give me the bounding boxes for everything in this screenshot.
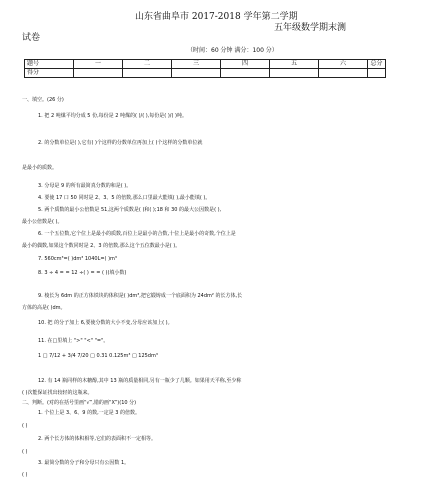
score-cell: 题号 bbox=[25, 60, 74, 69]
question-2a: 2. 的分数单位是( ),它有( )个这样的分数单位再加上( )个这样的分数单位就 bbox=[38, 140, 203, 146]
judge-question-2: 2. 两个长方体的体积相等,它们的表面积不一定相等。 bbox=[38, 436, 156, 442]
section2-heading: 二、判断。(对的在括号里画“√”,错的画“X”)(10 分) bbox=[22, 400, 137, 406]
score-input-cell[interactable] bbox=[319, 69, 368, 78]
question-9a: 9. 棱长为 6dm 的正方体铁块的体积是( )dm³,把它锻铸成一个底面积为 24dm² 的长方体,长 bbox=[38, 293, 243, 299]
score-input-cell[interactable] bbox=[221, 69, 270, 78]
judge-answer-paren[interactable]: ( ) bbox=[22, 472, 28, 478]
score-cell: 四 bbox=[221, 60, 270, 69]
question-6a: 6. 一个五位数,它个位上是最小的质数,百位上是最小的合数,十位上是最小的奇数,个位上是 bbox=[38, 231, 236, 237]
score-input-cell[interactable] bbox=[270, 69, 319, 78]
score-cell: 二 bbox=[123, 60, 172, 69]
score-cell: 得分 bbox=[25, 69, 74, 78]
score-cell: 总分 bbox=[368, 60, 386, 69]
score-cell: 六 bbox=[319, 60, 368, 69]
exam-info: （时间：60 分钟 满分：100 分） bbox=[187, 47, 278, 54]
exam-title-line1: 山东省曲阜市 2017-2018 学年第二学期 bbox=[135, 12, 298, 22]
judge-question-3: 3. 最简分数的分子和分母只有公因数 1。 bbox=[38, 460, 130, 466]
question-5a: 5. 两个质数的最小公倍数是 51,这两个质数是( )和( );18 和 30 的最大公因数是( ), bbox=[38, 207, 222, 213]
score-input-cell[interactable] bbox=[368, 69, 386, 78]
score-table-header-row bbox=[25, 60, 386, 69]
question-11-items: 1 □ 7/12 + 3/4 7/20 □ 0.31 0.125m³ □ 125dm³ bbox=[38, 353, 158, 359]
score-input-cell[interactable] bbox=[74, 69, 123, 78]
score-input-cell[interactable] bbox=[123, 69, 172, 78]
score-table bbox=[24, 59, 386, 78]
section1-heading: 一、填空。(26 分) bbox=[22, 97, 64, 103]
question-1: 1. 把 2 吨煤平均分成 5 份,每份是 2 吨煤的( )/( ),每份是( )/( )吨。 bbox=[38, 113, 187, 119]
question-3: 3. 分母是 9 的所有最简真分数的和是( )。 bbox=[38, 183, 132, 189]
exam-title-line2: 五年级数学期末测 bbox=[274, 23, 347, 33]
question-7: 7. 560cm³=( )dm³ 1040L=( )m³ bbox=[38, 256, 117, 262]
judge-question-1: 1. 个位上是 3、6、9 的数,一定是 3 的倍数。 bbox=[38, 410, 141, 416]
question-4: 4. 要使 17 口 50 同时是 2、3、5 的倍数,那么口里最大能填( ),最小能填( )。 bbox=[38, 195, 211, 201]
score-cell: 三 bbox=[172, 60, 221, 69]
question-5b: 最小公倍数是( )。 bbox=[22, 219, 63, 225]
exam-title-line3: 试卷 bbox=[22, 33, 41, 43]
judge-answer-paren[interactable]: ( ) bbox=[22, 423, 28, 429]
question-12a: 12. 有 14 瓶同样的木糖醇,其中 13 瓶的质量相同,另有一瓶少了几颗。如果用天平称,至少称 bbox=[38, 378, 242, 384]
question-11-head: 11. 在□里填上 ">" "<" "="。 bbox=[38, 338, 109, 344]
question-8: 8. 3 ÷ 4 = = 12 ÷( ) = = ( )(填小数) bbox=[38, 270, 127, 276]
judge-answer-paren[interactable]: ( ) bbox=[22, 449, 28, 455]
score-table-score-row bbox=[25, 69, 386, 78]
question-2b: 是最小的质数。 bbox=[22, 165, 58, 171]
question-9b: 方体的高是( )dm。 bbox=[22, 305, 66, 311]
question-10: 10. 把 的分子加上 6,要使分数的大小不变,分母应该加上( )。 bbox=[38, 320, 173, 326]
score-cell: 五 bbox=[270, 60, 319, 69]
question-6b: 最小的偶数,如果这个数同时是 2、3 的倍数,那么这个五位数最小是( )。 bbox=[22, 243, 181, 249]
score-input-cell[interactable] bbox=[172, 69, 221, 78]
question-12b: ( )次能保证找出较轻的这瓶来。 bbox=[22, 390, 93, 396]
score-cell: 一 bbox=[74, 60, 123, 69]
